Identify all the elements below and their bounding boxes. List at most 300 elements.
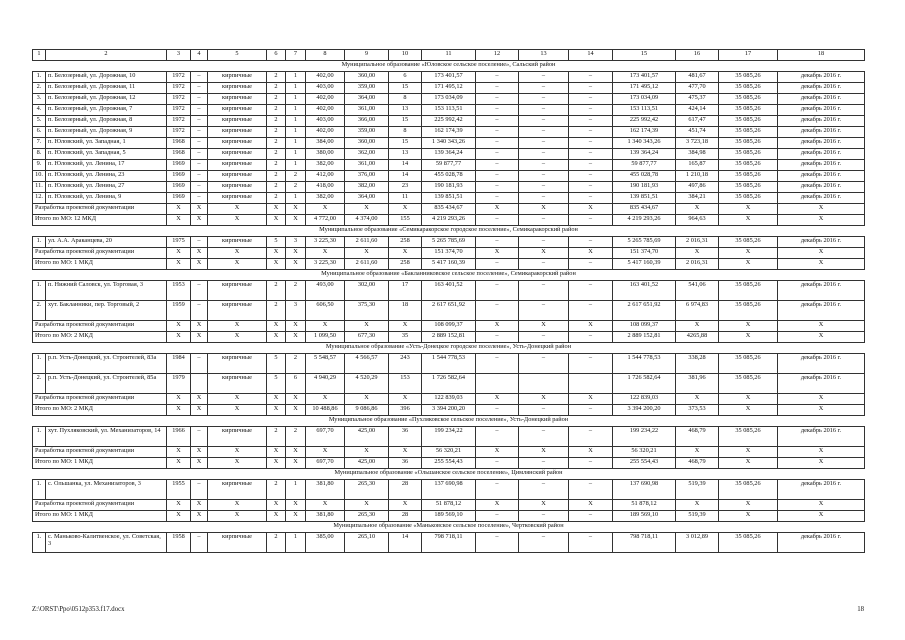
table-cell: – xyxy=(191,533,208,553)
table-cell: X xyxy=(719,511,778,522)
table-cell: 364,00 xyxy=(345,94,389,105)
table-cell: – xyxy=(569,480,613,500)
table-cell: X xyxy=(345,248,389,259)
summary-row xyxy=(33,511,865,522)
table-cell: 8 xyxy=(389,127,422,138)
table-cell: – xyxy=(569,332,613,343)
table-cell: – xyxy=(476,171,519,182)
municipality-title: Муниципальное образование «Юловское сельское поселение», Сальский район xyxy=(33,61,865,72)
table-cell: X xyxy=(286,204,306,215)
table-cell: 153 113,51 xyxy=(422,105,476,116)
table-cell: – xyxy=(519,83,569,94)
table-row xyxy=(33,374,865,394)
table-cell: – xyxy=(519,138,569,149)
table-cell: 171 495,12 xyxy=(613,83,676,94)
table-cell: 59 877,77 xyxy=(422,160,476,171)
table-cell: 3 225,30 xyxy=(306,259,345,270)
table-cell: 385,00 xyxy=(306,533,345,553)
table-cell: 10 488,86 xyxy=(306,405,345,416)
table-cell: 4 219 293,26 xyxy=(422,215,476,226)
table-cell: – xyxy=(476,160,519,171)
table-cell: 2 xyxy=(267,171,286,182)
table-cell: X xyxy=(208,405,267,416)
table-cell: X xyxy=(719,204,778,215)
table-cell: – xyxy=(519,511,569,522)
document-page xyxy=(32,49,864,553)
table-cell: 497,86 xyxy=(676,182,719,193)
table-cell: кирпичные xyxy=(208,94,267,105)
table-cell: – xyxy=(569,171,613,182)
table-cell: 617,47 xyxy=(676,116,719,127)
table-cell: X xyxy=(389,321,422,332)
table-cell: 162 174,39 xyxy=(613,127,676,138)
table-cell: кирпичные xyxy=(208,354,267,374)
table-cell: – xyxy=(569,149,613,160)
table-cell: X xyxy=(569,500,613,511)
table-cell: декабрь 2016 г. xyxy=(778,83,865,94)
table-cell: 6 974,83 xyxy=(676,301,719,321)
table-cell: 381,80 xyxy=(306,511,345,522)
table-cell: – xyxy=(476,94,519,105)
table-cell: 1975 xyxy=(167,237,191,248)
table-cell: – xyxy=(569,533,613,553)
table-cell: 35 085,26 xyxy=(719,427,778,447)
table-cell: 424,14 xyxy=(676,105,719,116)
table-cell: 199 234,22 xyxy=(613,427,676,447)
table-cell: X xyxy=(167,204,191,215)
table-cell: 1 xyxy=(286,149,306,160)
table-cell: 361,00 xyxy=(345,160,389,171)
table-row xyxy=(33,237,865,248)
table-cell: 189 569,10 xyxy=(422,511,476,522)
municipality-title: Муниципальное образование «Ольшанское сельское поселение», Цимлянский район xyxy=(33,469,865,480)
table-cell: – xyxy=(569,511,613,522)
table-cell xyxy=(519,374,569,394)
summary-row xyxy=(33,248,865,259)
table-cell: X xyxy=(208,215,267,226)
table-cell: – xyxy=(569,405,613,416)
table-cell: 151 374,70 xyxy=(613,248,676,259)
table-cell: – xyxy=(569,215,613,226)
table-cell: декабрь 2016 г. xyxy=(778,533,865,553)
column-number-header: 6 xyxy=(267,50,286,61)
table-cell: 375,30 xyxy=(345,301,389,321)
table-cell: 35 085,26 xyxy=(719,105,778,116)
table-cell: 162 174,39 xyxy=(422,127,476,138)
column-number-header: 10 xyxy=(389,50,422,61)
table-cell: 15 xyxy=(389,138,422,149)
table-cell: декабрь 2016 г. xyxy=(778,301,865,321)
table-cell: X xyxy=(306,204,345,215)
table-cell: кирпичные xyxy=(208,182,267,193)
municipality-section-row xyxy=(33,416,865,427)
table-cell: X xyxy=(267,447,286,458)
municipality-section-row xyxy=(33,61,865,72)
table-cell: – xyxy=(569,193,613,204)
table-cell: X xyxy=(167,500,191,511)
table-cell: 2 611,60 xyxy=(345,259,389,270)
address-cell: р.п. Усть-Донецкий, ул. Строителей, 83а xyxy=(46,354,167,374)
table-cell: 189 569,10 xyxy=(613,511,676,522)
table-cell: 153 113,51 xyxy=(613,105,676,116)
table-cell: 376,00 xyxy=(345,171,389,182)
summary-row xyxy=(33,458,865,469)
table-cell: 255 554,43 xyxy=(422,458,476,469)
address-cell: п. Белозерный, ул. Дорожная, 8 xyxy=(46,116,167,127)
table-cell: – xyxy=(476,458,519,469)
table-cell: – xyxy=(519,458,569,469)
table-cell: X xyxy=(676,204,719,215)
table-cell: 380,00 xyxy=(306,149,345,160)
table-cell: 3 225,30 xyxy=(306,237,345,248)
table-cell: 163 401,52 xyxy=(422,281,476,301)
table-cell: – xyxy=(569,138,613,149)
table-cell: 1 726 582,64 xyxy=(422,374,476,394)
table-cell: – xyxy=(476,354,519,374)
address-cell: с. Ольшанка, ул. Механизаторов, 3 xyxy=(46,480,167,500)
table-cell: 1969 xyxy=(167,182,191,193)
table-cell: кирпичные xyxy=(208,237,267,248)
table-cell: – xyxy=(476,193,519,204)
table-cell: 7. xyxy=(33,138,46,149)
table-cell: 519,39 xyxy=(676,480,719,500)
table-cell: X xyxy=(519,500,569,511)
table-cell: X xyxy=(191,458,208,469)
table-cell: 173 401,57 xyxy=(422,72,476,83)
table-cell: X xyxy=(167,447,191,458)
table-cell: 35 085,26 xyxy=(719,374,778,394)
table-cell: – xyxy=(519,332,569,343)
address-cell: п. Белозерный, ул. Дорожная, 10 xyxy=(46,72,167,83)
table-cell: 225 992,42 xyxy=(613,116,676,127)
table-cell: – xyxy=(476,138,519,149)
table-cell: X xyxy=(167,394,191,405)
table-cell: декабрь 2016 г. xyxy=(778,171,865,182)
table-cell: 360,00 xyxy=(345,138,389,149)
table-cell: X xyxy=(191,215,208,226)
table-cell: – xyxy=(191,138,208,149)
table-cell: 35 085,26 xyxy=(719,533,778,553)
table-cell: 1 xyxy=(286,533,306,553)
table-row xyxy=(33,301,865,321)
table-cell: 258 xyxy=(389,259,422,270)
table-cell: X xyxy=(345,394,389,405)
column-number-header: 15 xyxy=(613,50,676,61)
table-cell: 606,50 xyxy=(306,301,345,321)
column-number-header: 16 xyxy=(676,50,719,61)
table-cell: X xyxy=(286,511,306,522)
table-cell: X xyxy=(267,405,286,416)
table-cell: кирпичные xyxy=(208,138,267,149)
table-cell: 1 xyxy=(286,72,306,83)
summary-label: Разработка проектной документации xyxy=(33,248,167,259)
table-cell: – xyxy=(519,116,569,127)
table-row xyxy=(33,105,865,116)
table-cell: – xyxy=(569,127,613,138)
table-cell: X xyxy=(476,321,519,332)
table-row xyxy=(33,138,865,149)
table-cell: 361,00 xyxy=(345,105,389,116)
table-cell: X xyxy=(208,259,267,270)
table-cell: X xyxy=(569,321,613,332)
table-cell: X xyxy=(569,248,613,259)
table-cell: – xyxy=(569,259,613,270)
table-cell: X xyxy=(778,447,865,458)
table-cell: X xyxy=(719,458,778,469)
table-cell: 163 401,52 xyxy=(613,281,676,301)
table-cell: 1 xyxy=(286,193,306,204)
table-cell: X xyxy=(208,500,267,511)
table-cell: 2 xyxy=(267,193,286,204)
table-cell: X xyxy=(208,511,267,522)
table-cell: 2 xyxy=(286,281,306,301)
table-cell: декабрь 2016 г. xyxy=(778,354,865,374)
table-row xyxy=(33,160,865,171)
table-row xyxy=(33,182,865,193)
footer-file-path: Z:\ORST\Ppo\0512p353.f17.docx xyxy=(32,606,125,613)
table-cell: X xyxy=(191,259,208,270)
table-cell: 2 xyxy=(267,301,286,321)
column-number-header: 8 xyxy=(306,50,345,61)
table-cell: – xyxy=(569,427,613,447)
municipality-section-row xyxy=(33,469,865,480)
table-cell: 2 889 152,81 xyxy=(422,332,476,343)
table-cell: X xyxy=(191,500,208,511)
table-cell: декабрь 2016 г. xyxy=(778,94,865,105)
summary-label: Итого по МО: 2 МКД xyxy=(33,405,167,416)
table-cell: 5 xyxy=(267,374,286,394)
table-cell: 1. xyxy=(33,427,46,447)
table-row xyxy=(33,171,865,182)
table-cell: 5 417 160,39 xyxy=(613,259,676,270)
table-cell: – xyxy=(476,182,519,193)
table-cell: 4265,88 xyxy=(676,332,719,343)
address-cell: п. Юловский, ул. Ленина, 27 xyxy=(46,182,167,193)
table-cell: X xyxy=(569,447,613,458)
table-cell: кирпичные xyxy=(208,193,267,204)
table-cell: 139 364,24 xyxy=(422,149,476,160)
table-cell: декабрь 2016 г. xyxy=(778,160,865,171)
table-cell: 697,70 xyxy=(306,458,345,469)
table-cell: X xyxy=(267,511,286,522)
table-cell: кирпичные xyxy=(208,105,267,116)
table-cell: X xyxy=(191,248,208,259)
table-cell: 151 374,70 xyxy=(422,248,476,259)
table-cell: 56 320,21 xyxy=(613,447,676,458)
table-cell: X xyxy=(167,215,191,226)
table-cell: 402,00 xyxy=(306,72,345,83)
table-row xyxy=(33,83,865,94)
table-cell: – xyxy=(519,354,569,374)
table-row xyxy=(33,427,865,447)
table-cell: X xyxy=(676,248,719,259)
table-cell: X xyxy=(719,447,778,458)
table-cell: 1. xyxy=(33,480,46,500)
table-cell: 1 210,18 xyxy=(676,171,719,182)
table-cell: кирпичные xyxy=(208,72,267,83)
table-cell: X xyxy=(167,511,191,522)
table-cell: X xyxy=(306,500,345,511)
table-cell: 35 085,26 xyxy=(719,281,778,301)
table-cell: X xyxy=(167,332,191,343)
table-cell: X xyxy=(719,259,778,270)
municipality-title: Муниципальное образование «Маньковское сельское поселение», Чертковский район xyxy=(33,522,865,533)
table-cell: X xyxy=(476,394,519,405)
table-cell: кирпичные xyxy=(208,116,267,127)
table-cell: 2 xyxy=(267,427,286,447)
table-cell: 2 xyxy=(286,427,306,447)
table-cell: – xyxy=(519,105,569,116)
table-cell: – xyxy=(476,332,519,343)
table-cell: – xyxy=(519,215,569,226)
table-cell: X xyxy=(345,500,389,511)
table-cell: 468,79 xyxy=(676,427,719,447)
table-cell: X xyxy=(306,394,345,405)
table-cell: 366,00 xyxy=(345,116,389,127)
table-cell: 364,00 xyxy=(345,193,389,204)
table-cell: декабрь 2016 г. xyxy=(778,116,865,127)
table-cell: 1968 xyxy=(167,149,191,160)
table-cell: 373,53 xyxy=(676,405,719,416)
table-cell: – xyxy=(519,160,569,171)
table-cell: X xyxy=(208,321,267,332)
table-cell: 9 086,86 xyxy=(345,405,389,416)
table-cell: кирпичные xyxy=(208,301,267,321)
table-cell: – xyxy=(476,149,519,160)
municipality-title: Муниципальное образование «Усть-Донецкое городское поселение», Усть-Донецкий район xyxy=(33,343,865,354)
table-cell: – xyxy=(191,116,208,127)
table-cell: – xyxy=(191,171,208,182)
table-cell: 1 340 343,26 xyxy=(422,138,476,149)
table-cell: 35 085,26 xyxy=(719,237,778,248)
table-cell: 1969 xyxy=(167,193,191,204)
table-cell: 396 xyxy=(389,405,422,416)
table-cell: X xyxy=(719,332,778,343)
table-cell: 2. xyxy=(33,83,46,94)
table-cell: декабрь 2016 г. xyxy=(778,105,865,116)
table-cell: 2 xyxy=(286,354,306,374)
table-cell: 28 xyxy=(389,480,422,500)
table-cell: 1. xyxy=(33,72,46,83)
table-cell: X xyxy=(778,204,865,215)
table-cell: 4 374,00 xyxy=(345,215,389,226)
table-cell: 122 839,03 xyxy=(422,394,476,405)
table-cell: 255 554,43 xyxy=(613,458,676,469)
table-cell: – xyxy=(476,405,519,416)
table-cell: 35 085,26 xyxy=(719,301,778,321)
table-cell: 35 085,26 xyxy=(719,72,778,83)
table-cell: 2 889 152,81 xyxy=(613,332,676,343)
table-cell: – xyxy=(519,281,569,301)
address-cell: с. Маньково-Калитвенское, ул. Советская, 3 xyxy=(46,533,167,553)
table-cell: 418,00 xyxy=(306,182,345,193)
table-cell: – xyxy=(476,237,519,248)
table-cell: 265,10 xyxy=(345,533,389,553)
column-number-header: 11 xyxy=(422,50,476,61)
table-cell: X xyxy=(286,394,306,405)
table-body xyxy=(33,50,865,553)
table-cell: – xyxy=(476,533,519,553)
column-number-header: 1 xyxy=(33,50,46,61)
address-cell: п. Нижний Саловск, ул. Торговая, 3 xyxy=(46,281,167,301)
table-cell: 35 085,26 xyxy=(719,94,778,105)
table-cell: 1972 xyxy=(167,105,191,116)
table-cell: – xyxy=(569,354,613,374)
table-cell: – xyxy=(476,427,519,447)
table-cell: 2 xyxy=(267,116,286,127)
table-cell: 2 xyxy=(267,533,286,553)
table-cell: 1 726 582,64 xyxy=(613,374,676,394)
table-cell: 2 xyxy=(286,171,306,182)
table-cell: 9. xyxy=(33,160,46,171)
table-cell: 382,00 xyxy=(306,160,345,171)
table-cell: декабрь 2016 г. xyxy=(778,237,865,248)
table-cell xyxy=(476,374,519,394)
table-cell: 402,00 xyxy=(306,127,345,138)
table-cell: 122 839,03 xyxy=(613,394,676,405)
table-cell: 381,96 xyxy=(676,374,719,394)
table-cell: 3 xyxy=(286,237,306,248)
table-cell: 384,98 xyxy=(676,149,719,160)
table-cell: X xyxy=(778,332,865,343)
table-cell: – xyxy=(519,480,569,500)
table-cell: X xyxy=(306,321,345,332)
table-cell: – xyxy=(191,281,208,301)
table-cell: 139 364,24 xyxy=(613,149,676,160)
municipality-section-row xyxy=(33,343,865,354)
table-cell: декабрь 2016 г. xyxy=(778,480,865,500)
table-cell: 1 099,50 xyxy=(306,332,345,343)
table-cell: 1 xyxy=(286,94,306,105)
table-cell: 5 265 785,69 xyxy=(613,237,676,248)
table-cell: – xyxy=(519,193,569,204)
table-row xyxy=(33,533,865,553)
table-cell: X xyxy=(286,321,306,332)
table-cell: X xyxy=(778,500,865,511)
column-number-header: 2 xyxy=(46,50,167,61)
table-cell: декабрь 2016 г. xyxy=(778,127,865,138)
table-cell: 265,30 xyxy=(345,480,389,500)
column-number-header: 7 xyxy=(286,50,306,61)
table-cell: – xyxy=(191,160,208,171)
table-cell: 165,87 xyxy=(676,160,719,171)
summary-label: Итого по МО: 1 МКД xyxy=(33,511,167,522)
table-cell: 265,30 xyxy=(345,511,389,522)
table-cell: 5 xyxy=(267,354,286,374)
table-cell: 412,00 xyxy=(306,171,345,182)
table-cell: кирпичные xyxy=(208,374,267,394)
table-row xyxy=(33,281,865,301)
table-cell: декабрь 2016 г. xyxy=(778,193,865,204)
table-cell: – xyxy=(476,127,519,138)
table-cell: 35 085,26 xyxy=(719,480,778,500)
table-cell: X xyxy=(191,447,208,458)
table-cell: – xyxy=(519,405,569,416)
table-cell: X xyxy=(306,248,345,259)
table-cell: X xyxy=(167,321,191,332)
table-cell: 6 xyxy=(389,72,422,83)
table-cell: 35 085,26 xyxy=(719,193,778,204)
table-cell: 2 xyxy=(286,182,306,193)
table-cell: 1. xyxy=(33,237,46,248)
table-cell: 139 851,51 xyxy=(613,193,676,204)
column-number-header: 17 xyxy=(719,50,778,61)
table-cell: 1969 xyxy=(167,171,191,182)
table-cell: 5 xyxy=(267,237,286,248)
column-number-header-row xyxy=(33,50,865,61)
table-cell: – xyxy=(569,72,613,83)
table-cell: кирпичные xyxy=(208,160,267,171)
